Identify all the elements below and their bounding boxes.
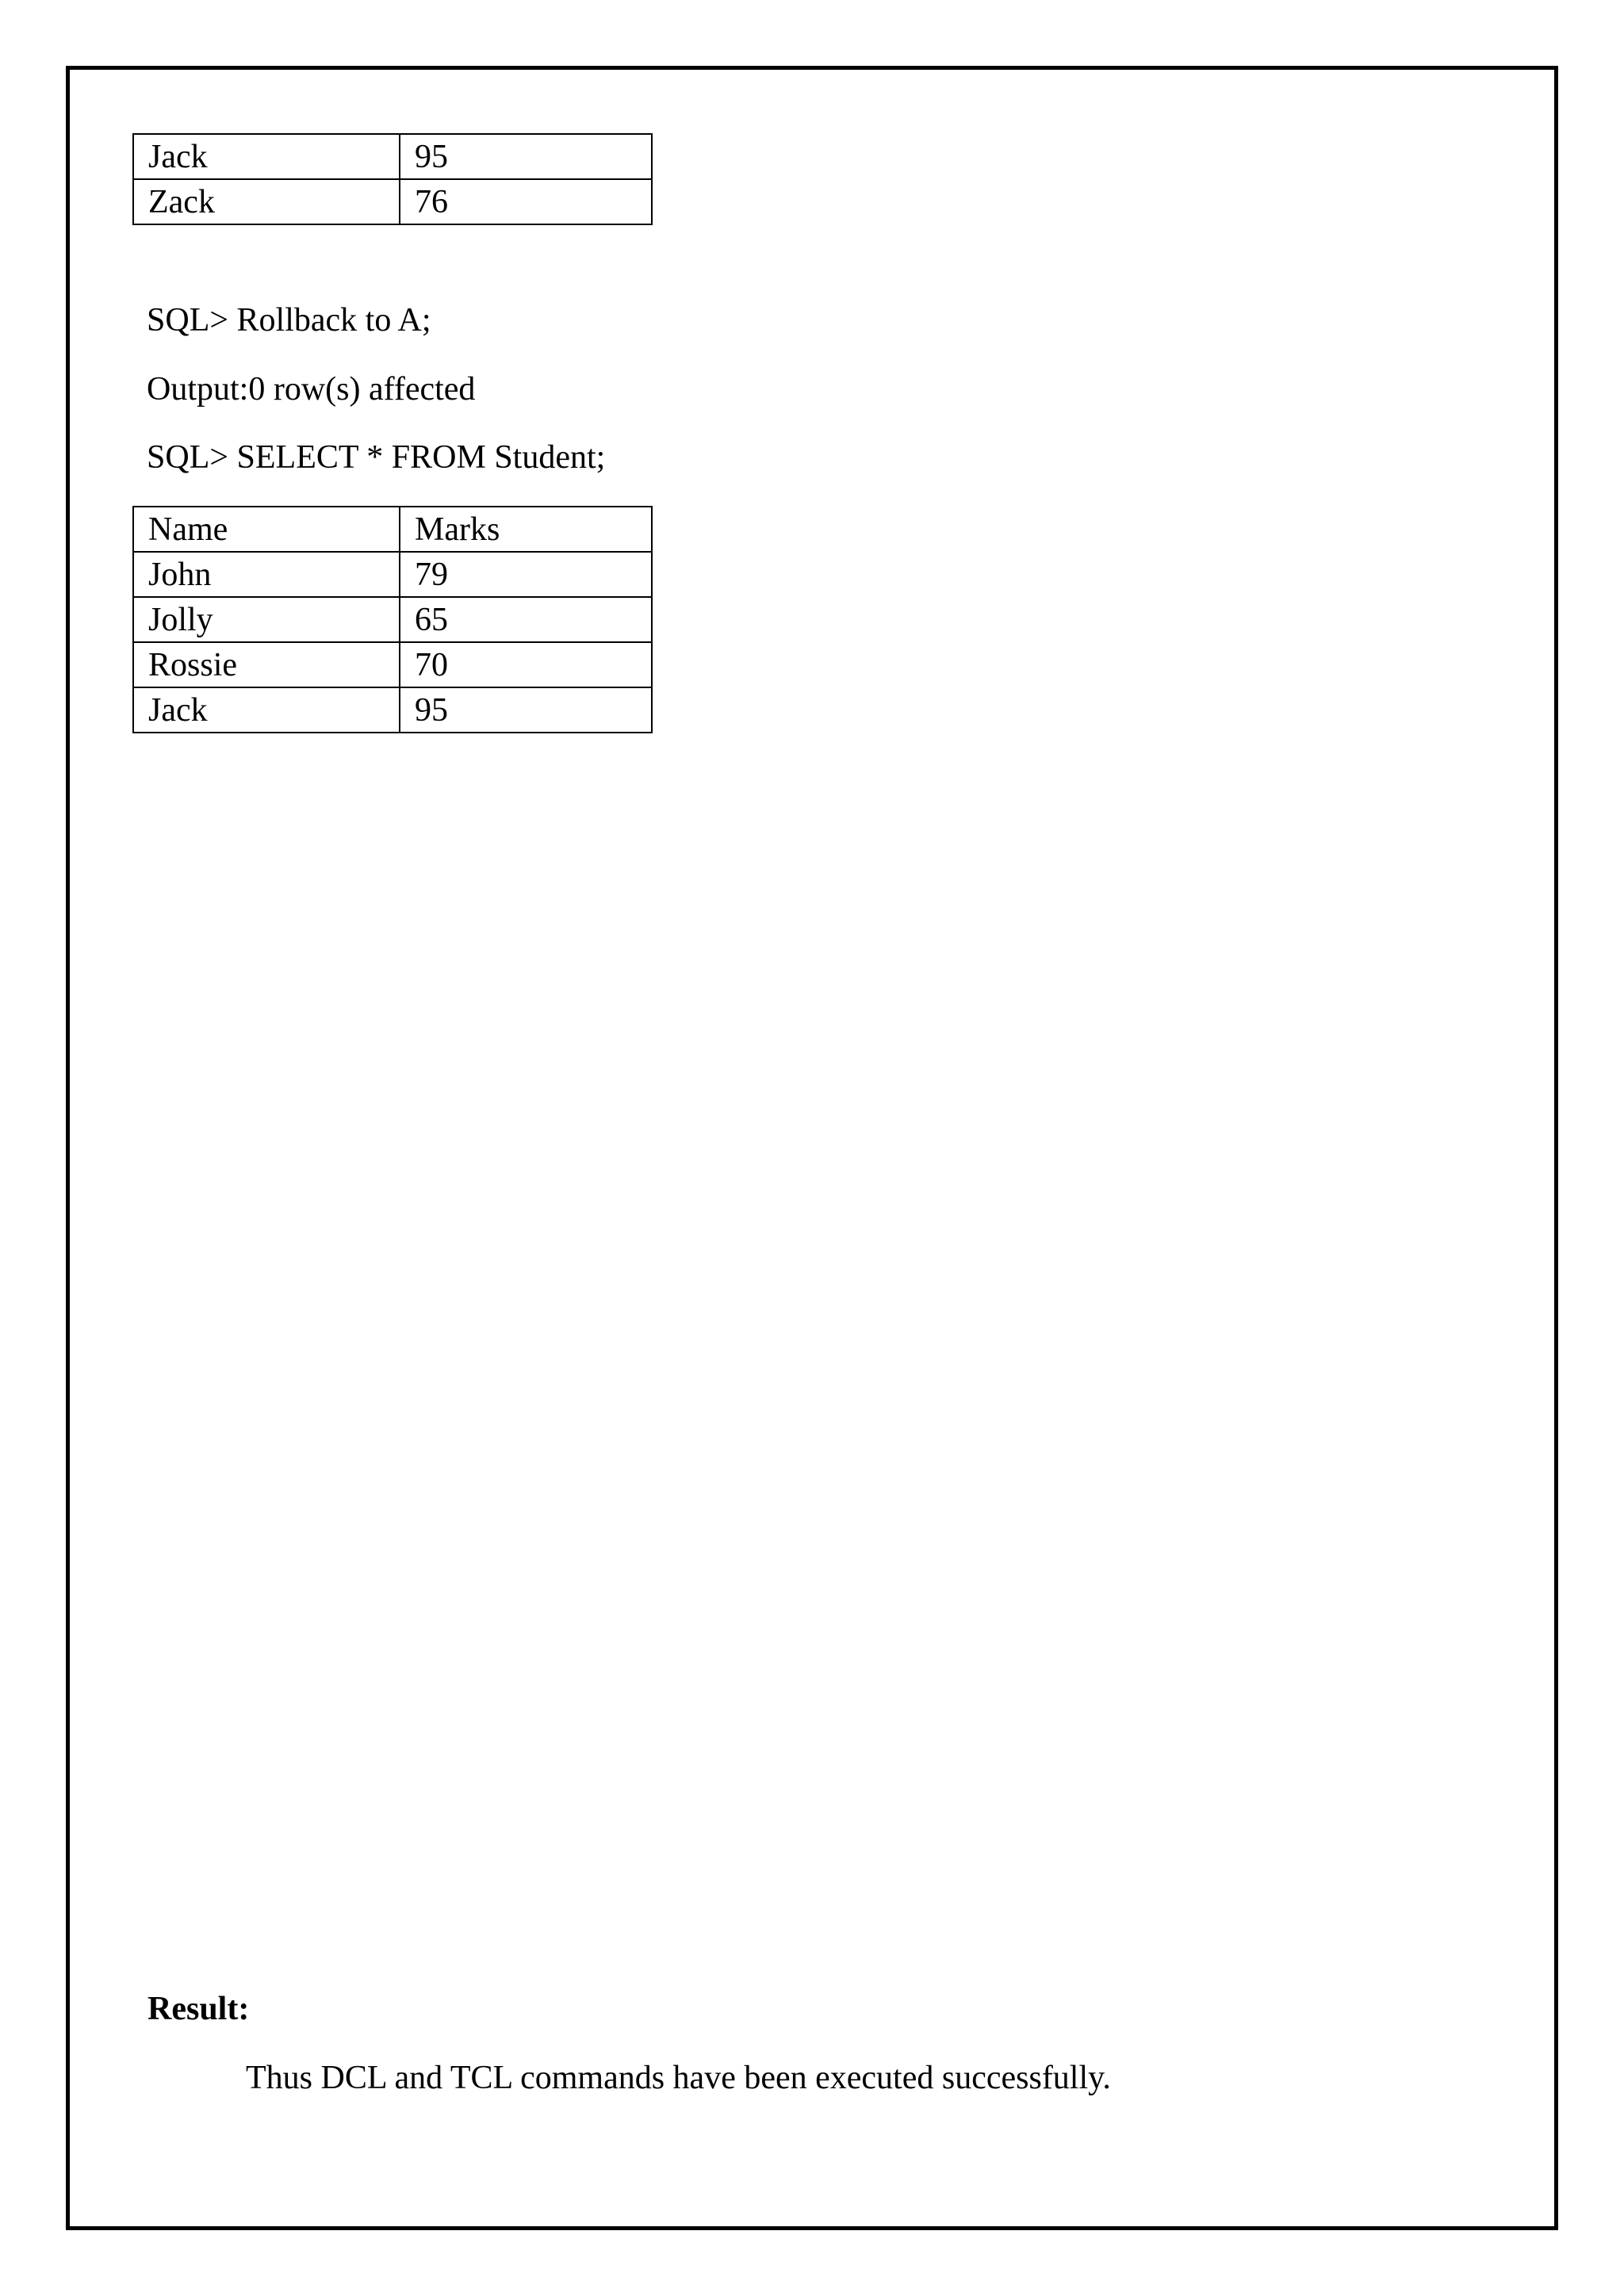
result-heading: Result: xyxy=(147,1991,250,2027)
table-row xyxy=(133,687,652,733)
table-row xyxy=(133,134,652,179)
marks-cell: 95 xyxy=(400,134,652,179)
column-header-marks: Marks xyxy=(400,507,652,552)
name-cell: Rossie xyxy=(133,642,400,687)
name-cell: Jack xyxy=(133,687,400,733)
table-row xyxy=(133,642,652,687)
name-cell: Jack xyxy=(133,134,400,179)
rollback-output: Output:0 row(s) affected xyxy=(147,371,476,408)
student-table xyxy=(132,506,653,733)
rollback-command: SQL> Rollback to A; xyxy=(147,302,431,339)
marks-cell: 95 xyxy=(400,687,652,733)
name-cell: Jolly xyxy=(133,597,400,642)
select-command: SQL> SELECT * FROM Student; xyxy=(147,439,606,476)
name-cell: John xyxy=(133,552,400,597)
result-text: Thus DCL and TCL commands have been executed successfully. xyxy=(246,2060,1111,2096)
student-table-continued xyxy=(132,133,653,225)
marks-cell: 70 xyxy=(400,642,652,687)
name-cell: Zack xyxy=(133,179,400,224)
table-row xyxy=(133,179,652,224)
table-row xyxy=(133,597,652,642)
table-row xyxy=(133,552,652,597)
marks-cell: 76 xyxy=(400,179,652,224)
column-header-name: Name xyxy=(133,507,400,552)
marks-cell: 65 xyxy=(400,597,652,642)
marks-cell: 79 xyxy=(400,552,652,597)
table-header-row xyxy=(133,507,652,552)
